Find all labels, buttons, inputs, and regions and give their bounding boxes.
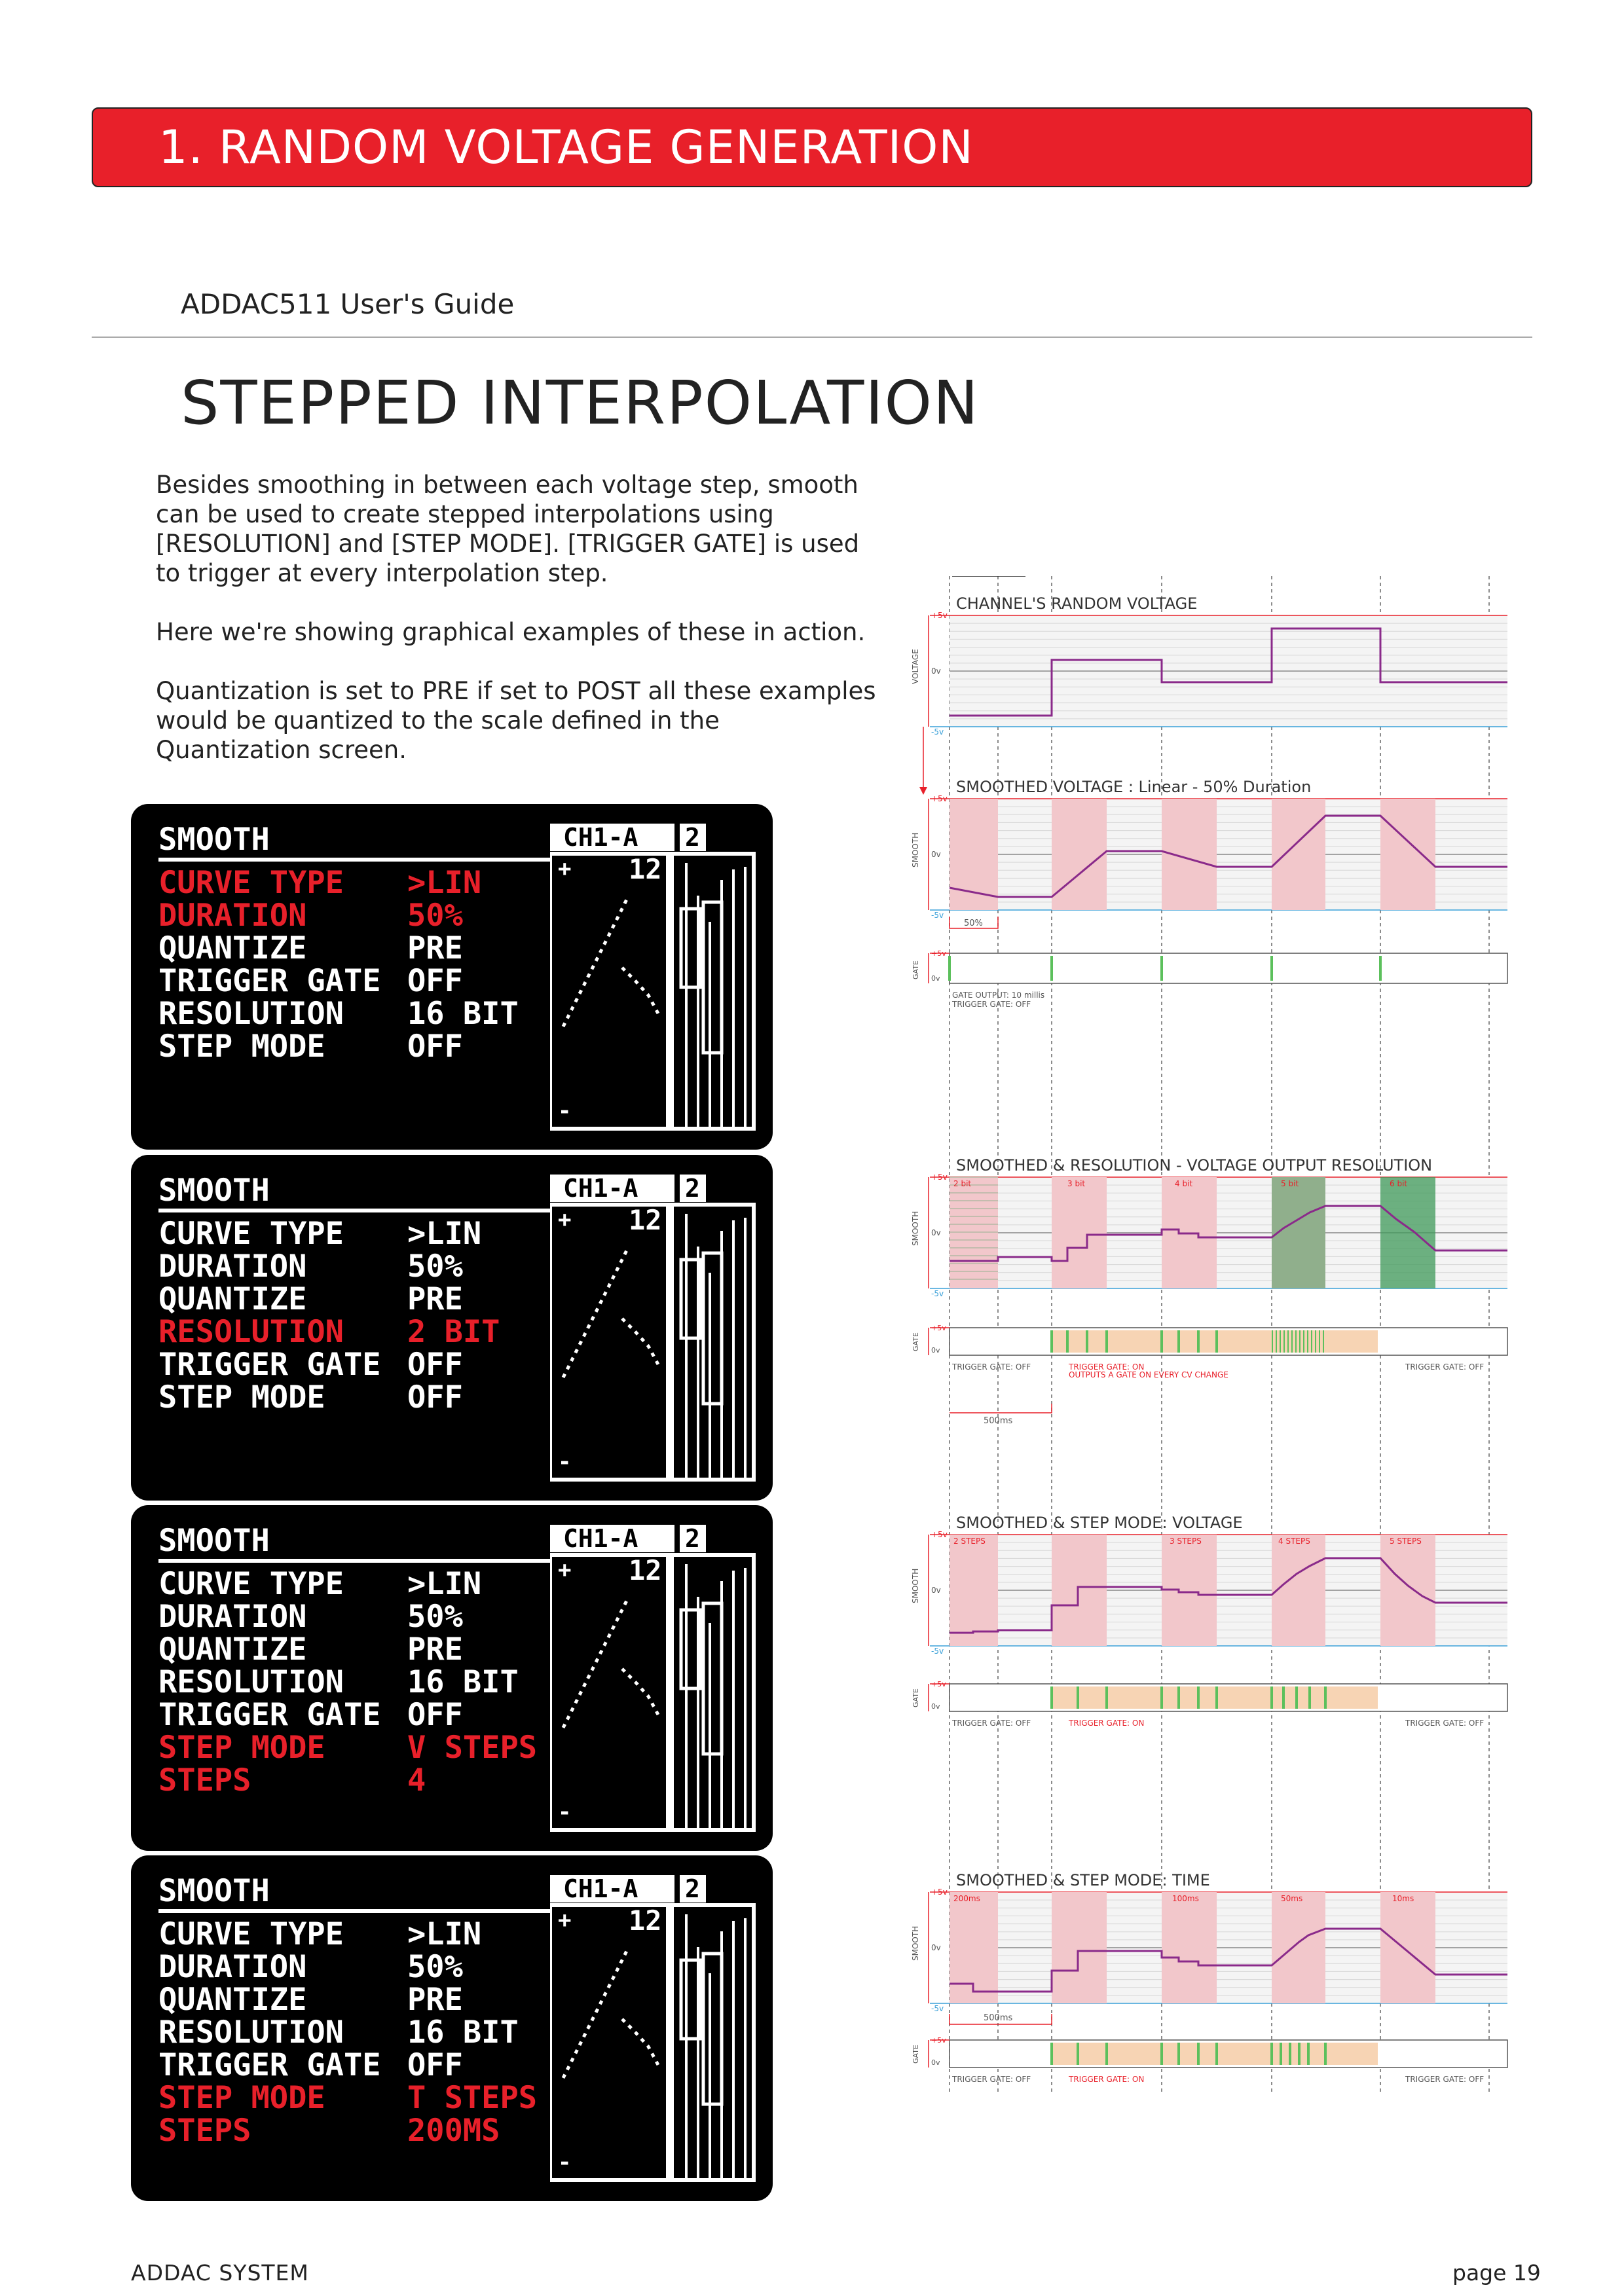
chapter-title: 1. RANDOM VOLTAGE GENERATION [158,120,974,174]
plot-title: SMOOTHED & RESOLUTION - VOLTAGE OUTPUT RESOLUTION [956,1156,1433,1175]
menu-value: 50% [407,898,463,934]
channel-number: 2 [685,1525,700,1553]
menu-value: 50% [407,1248,463,1285]
side-label: GATE [912,1688,920,1707]
trigger-on-note: TRIGGER GATE: ON [1069,1362,1145,1372]
menu-row [158,1030,551,1063]
interp-band [1052,799,1107,910]
menu-title: SMOOTH [158,1523,270,1559]
gate-pulse [1177,1686,1180,1709]
menu-value: 4 [407,1762,426,1798]
channel-panel [550,1875,756,2183]
menu-row [158,932,551,965]
gate-on-band [1052,2043,1378,2065]
plus-glyph: + [558,856,572,882]
minus-glyph: - [558,1799,572,1825]
axis-zero: 0v [931,1943,941,1952]
menu-key: CURVE TYPE [158,1216,344,1252]
time-step-label: 200ms [953,1894,980,1903]
top-value: 12 [629,853,662,885]
menu-row [158,1918,551,1951]
top-value: 12 [629,1904,662,1937]
plot-title: SMOOTHED VOLTAGE : Linear - 50% Duration [956,778,1312,796]
gate-pulse [1215,1330,1218,1353]
menu-value: >LIN [407,1566,482,1602]
gate-pulse [1215,1686,1218,1709]
menu-key: DURATION [158,1248,307,1285]
svg-text:0v: 0v [931,974,940,983]
menu-key: DURATION [158,898,307,934]
menu-key: RESOLUTION [158,1314,344,1350]
gate-pulse [1050,956,1053,981]
gate-pulse [1160,956,1163,981]
smooth-menu [158,1175,551,1414]
menu-key: STEP MODE [158,1379,325,1415]
interp-band [1052,1535,1107,1646]
gate-pulse [1066,1330,1069,1353]
menu-row [158,998,551,1030]
menu-value: 16 BIT [407,996,519,1032]
menu-row [158,1601,551,1633]
menu-row [158,1381,551,1414]
minus-glyph: - [558,1098,572,1124]
menu-row [158,1699,551,1732]
gate-pulse [1270,1686,1273,1709]
timing-diagram [891,576,1513,2095]
oled-screen [131,1855,773,2201]
gate-pulse [1160,2043,1163,2065]
trigger-on-note: TRIGGER GATE: ON [1069,2075,1145,2084]
menu-row [158,2115,551,2147]
gate-pulse [948,956,951,981]
interp-band [1272,1892,1325,2003]
svg-text:+5v: +5v [931,1680,946,1688]
menu-row [158,1764,551,1797]
oled-screen [131,804,773,1150]
channel-label: CH1-A [563,1525,638,1553]
menu-value: 2 BIT [407,1314,500,1350]
menu-value: OFF [407,963,463,999]
menu-value: 16 BIT [407,1664,519,1700]
plot-title: SMOOTHED & STEP MODE: VOLTAGE [956,1514,1243,1532]
gate-pulse [1050,1330,1053,1353]
side-label: SMOOTH [911,1211,920,1246]
menu-row [158,1283,551,1316]
channel-number: 2 [685,824,700,852]
menu-key: STEP MODE [158,1029,325,1065]
chapter-banner [92,107,1532,187]
menu-key: RESOLUTION [158,996,344,1032]
diagram-svg [891,576,1513,2095]
menu-key: TRIGGER GATE [158,963,381,999]
menu-title: SMOOTH [158,1873,270,1909]
paragraph: Besides smoothing in between each voltage step, smooth can be used to create stepped interpolations using [RESOLUTION] and [STEP MODE]. [TRIGGER GATE] is used to trigger at every interpolation step. [156,471,860,587]
menu-key: QUANTIZE [158,930,307,966]
top-value: 12 [629,1204,662,1236]
menu-value: OFF [407,2047,463,2083]
svg-text:0v: 0v [931,1346,940,1355]
gate-pulse [1324,2043,1327,2065]
menu-row [158,2049,551,2082]
gate-pulse [1215,2043,1218,2065]
menu-row [158,1568,551,1601]
steps-label: 5 STEPS [1390,1537,1422,1546]
gate-pulse [1324,1686,1327,1709]
steps-label: 2 STEPS [953,1537,986,1546]
axis-zero: 0v [931,1228,941,1237]
menu-value: PRE [407,1281,463,1317]
menu-row [158,900,551,932]
gate-pulse [1282,1686,1285,1709]
smooth-menu [158,1875,551,2147]
bit-label: 2 bit [953,1179,972,1188]
menu-row [158,1250,551,1283]
menu-value: OFF [407,1379,463,1415]
steps-label: 3 STEPS [1170,1537,1202,1546]
side-label: GATE [912,1332,920,1351]
gate-on-band [1052,1686,1378,1709]
interp-band [1272,799,1325,910]
menu-underline [158,1209,551,1212]
channel-panel [550,824,756,1131]
time-step-label: 50ms [1281,1894,1303,1903]
time-step-label: 100ms [1172,1894,1199,1903]
time-label: 500ms [984,1416,1013,1426]
side-label: SMOOTH [911,832,920,867]
axis-zero: 0v [931,850,941,859]
trigger-off-note: TRIGGER GATE: OFF [1405,2075,1485,2084]
gate-pulse [1270,956,1273,981]
menu-key: STEPS [158,2113,251,2149]
gate-pulse [1086,1330,1088,1353]
menu-underline [158,1559,551,1563]
gate-pulse [1197,1686,1200,1709]
gate-pulse [1105,1686,1108,1709]
axis-zero: 0v [931,666,941,676]
gate-pulse [1160,1330,1163,1353]
menu-row [158,1732,551,1764]
axis-plus: +5v [931,1173,948,1182]
menu-value: 50% [407,1949,463,1985]
menu-value: V STEPS [407,1730,538,1766]
gate-pulse [1197,1330,1200,1353]
svg-text:0v: 0v [931,2058,940,2067]
trigger-off-note: TRIGGER GATE: OFF [1405,1362,1485,1372]
menu-value: OFF [407,1697,463,1733]
plot-title: CHANNEL'S RANDOM VOLTAGE [956,594,1198,613]
gate-pulse [1050,2043,1053,2065]
menu-underline [158,858,551,862]
menu-underline [158,1909,551,1913]
gate-pulse [1280,2043,1282,2065]
gate-pulse [1077,1686,1079,1709]
gate-pulse [1105,1330,1108,1353]
paragraph: Here we're showing graphical examples of these in action. [156,618,866,646]
top-value: 12 [629,1554,662,1586]
axis-minus: -5v [931,1647,944,1656]
channel-label: CH1-A [563,824,638,852]
plus-glyph: + [558,1907,572,1933]
outputs-note: OUTPUTS A GATE ON EVERY CV CHANGE [1069,1370,1228,1379]
gate-pulse [1050,1686,1053,1709]
menu-key: STEP MODE [158,2080,325,2116]
smooth-menu [158,1525,551,1797]
side-label: VOLTAGE [911,649,920,684]
svg-text:0v: 0v [931,1702,940,1711]
interp-band [950,1535,998,1646]
menu-key: TRIGGER GATE [158,2047,381,2083]
minus-glyph: - [558,1449,572,1475]
menu-row [158,867,551,900]
fifty-label: 50% [964,919,983,928]
menu-row [158,1349,551,1381]
steps-label: 4 STEPS [1278,1537,1310,1546]
menu-row [158,1984,551,2016]
menu-key: TRIGGER GATE [158,1347,381,1383]
interp-band [1380,1892,1435,2003]
gate-on-band [1052,1330,1378,1353]
divider [92,337,1532,338]
axis-plus: +5v [931,1530,948,1539]
menu-value: 50% [407,1599,463,1635]
time-step-label: 10ms [1392,1894,1414,1903]
menu-value: 200MS [407,2113,500,2149]
menu-key: DURATION [158,1599,307,1635]
menu-row [158,2016,551,2049]
menu-row [158,1218,551,1250]
menu-value: >LIN [407,1216,482,1252]
gate-output-note: GATE OUTPUT: 10 millis [952,991,1045,1000]
plot-title: SMOOTHED & STEP MODE: TIME [956,1871,1210,1889]
channel-number: 2 [685,1175,700,1203]
channel-label: CH1-A [563,1875,638,1903]
menu-value: 16 BIT [407,2014,519,2050]
menu-key: QUANTIZE [158,1631,307,1667]
menu-row [158,2082,551,2115]
menu-key: DURATION [158,1949,307,1985]
side-label: SMOOTH [911,1568,920,1603]
gate-pulse [1077,2043,1079,2065]
gate-pulse [1270,2043,1273,2065]
axis-plus: +5v [931,794,948,803]
menu-key: RESOLUTION [158,1664,344,1700]
menu-value: OFF [407,1347,463,1383]
menu-row [158,1633,551,1666]
side-label: SMOOTH [911,1925,920,1961]
page-number: page 19 [1452,2260,1541,2286]
svg-text:+5v: +5v [931,1324,946,1332]
channel-number: 2 [685,1875,700,1903]
trigger-off-note: TRIGGER GATE: OFF [952,1719,1031,1728]
smooth-menu [158,824,551,1063]
gate-pulse [1289,2043,1291,2065]
menu-value: T STEPS [407,2080,538,2116]
trigger-note: TRIGGER GATE: OFF [952,1000,1031,1009]
menu-key: STEP MODE [158,1730,325,1766]
menu-value: >LIN [407,1916,482,1952]
time-label: 500ms [984,2013,1013,2023]
trigger-on-note: TRIGGER GATE: ON [1069,1719,1145,1728]
menu-key: TRIGGER GATE [158,1697,381,1733]
gate-pulse [1105,2043,1108,2065]
svg-text:+5v: +5v [931,949,946,958]
menu-value: OFF [407,1029,463,1065]
channel-panel [550,1175,756,1482]
interp-band [1380,799,1435,910]
menu-row [158,1316,551,1349]
gate-pulse [1177,2043,1180,2065]
axis-plus: +5v [931,611,948,620]
gate-area [950,953,1507,983]
axis-minus: -5v [931,727,944,737]
bit-label: 5 bit [1281,1179,1299,1188]
menu-value: >LIN [407,865,482,901]
bit-label: 4 bit [1175,1179,1193,1188]
menu-row [158,1951,551,1984]
trigger-off-note: TRIGGER GATE: OFF [952,1362,1031,1372]
plus-glyph: + [558,1557,572,1583]
gate-pulse [1160,1686,1163,1709]
gate-pulse [1307,2043,1310,2065]
gate-pulse [1295,1686,1298,1709]
minus-glyph: - [558,2149,572,2176]
gate-pulse [1379,956,1382,981]
menu-key: QUANTIZE [158,1281,307,1317]
axis-zero: 0v [931,1586,941,1595]
menu-key: QUANTIZE [158,1982,307,2018]
hi-res-band [1380,1177,1435,1288]
axis-minus: -5v [931,2004,944,2013]
oled-screen [131,1505,773,1851]
svg-text:+5v: +5v [931,2036,946,2045]
menu-key: CURVE TYPE [158,1566,344,1602]
side-label: GATE [912,2045,920,2064]
menu-key: STEPS [158,1762,251,1798]
axis-minus: -5v [931,911,944,920]
side-label: GATE [912,960,920,979]
gate-pulse [1308,1686,1311,1709]
axis-minus: -5v [931,1289,944,1298]
menu-key: CURVE TYPE [158,1916,344,1952]
menu-key: RESOLUTION [158,2014,344,2050]
menu-value: PRE [407,930,463,966]
menu-key: CURVE TYPE [158,865,344,901]
section-title: STEPPED INTERPOLATION [181,368,980,438]
trigger-off-note: TRIGGER GATE: OFF [1405,1719,1485,1728]
menu-title: SMOOTH [158,1173,270,1209]
plus-glyph: + [558,1207,572,1233]
channel-label: CH1-A [563,1175,638,1203]
gate-pulse [1298,2043,1301,2065]
document-subtitle: ADDAC511 User's Guide [181,288,515,320]
menu-row [158,1666,551,1699]
axis-plus: +5v [931,1887,948,1897]
bit-label: 6 bit [1390,1179,1408,1188]
menu-value: PRE [407,1982,463,2018]
interp-band [1052,1177,1107,1288]
hi-res-band [1272,1177,1325,1288]
interp-band [1052,1892,1107,2003]
channel-panel [550,1525,756,1832]
trigger-off-note: TRIGGER GATE: OFF [952,2075,1031,2084]
interp-band [1380,1535,1435,1646]
gate-pulse [1177,1330,1180,1353]
oled-screen [131,1155,773,1501]
paragraph: Quantization is set to PRE if set to POST all these examples would be quantized to the scale defined in the Quantization screen. [156,677,876,764]
menu-title: SMOOTH [158,822,270,858]
menu-row [158,965,551,998]
menu-value: PRE [407,1631,463,1667]
interp-band [1162,1892,1217,2003]
interp-band [1272,1535,1325,1646]
gate-pulse [1197,2043,1200,2065]
footer-brand: ADDAC SYSTEM [131,2260,309,2286]
bit-label: 3 bit [1067,1179,1086,1188]
